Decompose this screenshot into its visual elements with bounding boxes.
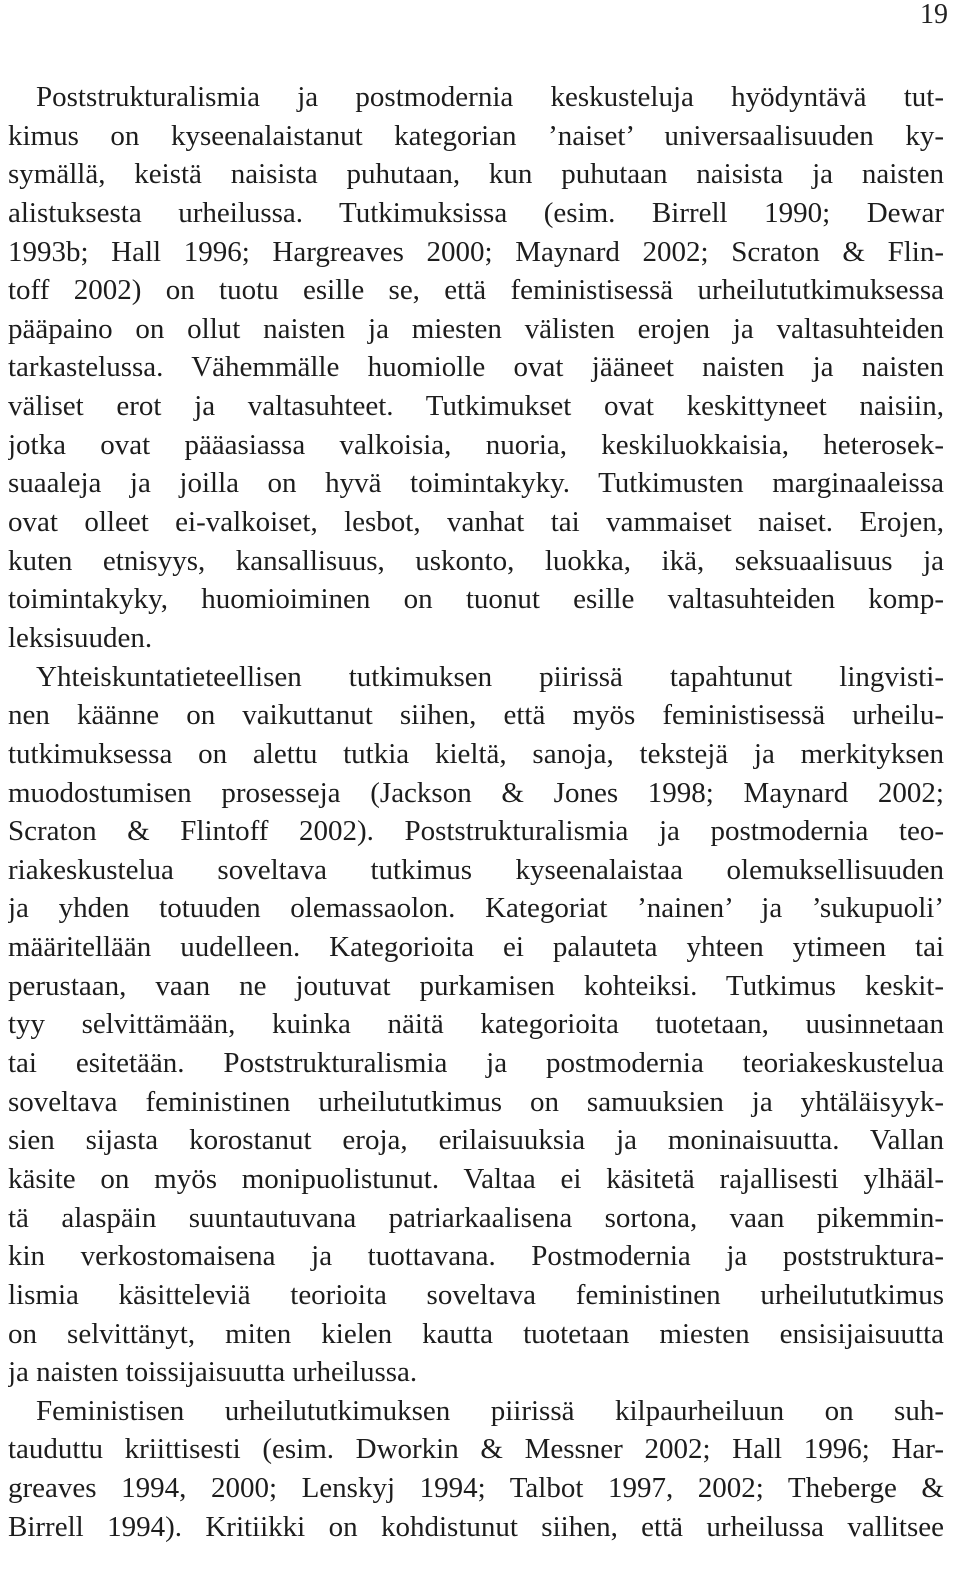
text-line: Poststrukturalismia ja postmodernia keskusteluja hyödyntävä tut-: [36, 81, 944, 113]
text-line: tarkastelussa. Vähemmälle huomiolle ovat jääneet naisten ja naisten: [8, 351, 944, 384]
text-line: tai esitetään. Poststrukturalismia ja postmodernia teoriakeskustelua: [8, 1047, 944, 1080]
text-line: ja naisten toissijaisuutta urheilussa.: [8, 1356, 418, 1389]
text-line: greaves 1994, 2000; Lenskyj 1994; Talbot 1997, 2002; Theberge &: [8, 1472, 944, 1505]
text-line: väliset erot ja valtasuhteet. Tutkimukset ovat keskittyneet naisiin,: [8, 390, 944, 423]
text-line: jotka ovat pääasiassa valkoisia, nuoria, keskiluokkaisia, heterosek-: [8, 428, 944, 461]
text-line: pääpaino on ollut naisten ja miesten välisten erojen ja valtasuhteiden: [8, 312, 944, 345]
page-number: 19: [920, 0, 948, 30]
text-line: Birrell 1994). Kritiikki on kohdistunut siihen, että urheilussa vallitsee: [8, 1510, 944, 1543]
text-line: on selvittänyt, miten kielen kautta tuotetaan miesten ensisijaisuutta: [8, 1317, 944, 1350]
text-line: tutkimuksessa on alettu tutkia kieltä, sanoja, tekstejä ja merkityksen: [8, 737, 944, 770]
text-line: suaaleja ja joilla on hyvä toimintakyky. Tutkimusten marginaaleissa: [8, 467, 944, 500]
text-line: Feministisen urheilututkimuksen piirissä kilpaurheiluun on suh-: [36, 1394, 944, 1427]
text-line: leksisuuden.: [8, 621, 153, 654]
text-line: toimintakyky, huomioiminen on tuonut esille valtasuhteiden komp-: [8, 583, 944, 616]
paragraph: [8, 658, 944, 1392]
text-line: ja yhden totuuden olemassaolon. Kategoriat ’nainen’ ja ’sukupuoli’: [8, 892, 944, 925]
text-line: Scraton & Flintoff 2002). Poststrukturalismia ja postmodernia teo-: [8, 815, 944, 848]
text-line: tauduttu kriittisesti (esim. Dworkin & Messner 2002; Hall 1996; Har-: [8, 1433, 944, 1466]
body-text: [8, 78, 944, 1546]
text-line: 1993b; Hall 1996; Hargreaves 2000; Maynard 2002; Scraton & Flin-: [8, 235, 944, 268]
text-line: toff 2002) on tuotu esille se, että feministisessä urheilututkimuksessa: [8, 274, 944, 307]
text-line: sien sijasta korostanut eroja, erilaisuuksia ja moninaisuutta. Vallan: [8, 1124, 944, 1157]
text-line: riakeskustelua soveltava tutkimus kyseenalaistaa olemuksellisuuden: [8, 853, 944, 886]
text-line: alistuksesta urheilussa. Tutkimuksissa (esim. Birrell 1990; Dewar: [8, 196, 944, 229]
text-line: soveltava feministinen urheilututkimus on samuuksien ja yhtäläisyyk-: [8, 1085, 944, 1118]
text-line: tä alaspäin suuntautuvana patriarkaalisena sortona, vaan pikemmin-: [8, 1201, 944, 1234]
text-line: kin verkostomaisena ja tuottavana. Postmodernia ja poststruktura-: [8, 1240, 944, 1273]
text-line: kuten etnisyys, kansallisuus, uskonto, luokka, ikä, seksuaalisuus ja: [8, 544, 944, 577]
text-line: lismia käsitteleviä teorioita soveltava feministinen urheilututkimus: [8, 1278, 944, 1311]
paragraph: [8, 78, 944, 658]
paragraph: [8, 1392, 944, 1547]
text-line: perustaan, vaan ne joutuvat purkamisen kohteiksi. Tutkimus keskit-: [8, 969, 944, 1002]
text-line: nen käänne on vaikuttanut siihen, että myös feministisessä urheilu-: [8, 699, 944, 732]
text-line: symällä, keistä naisista puhutaan, kun puhutaan naisista ja naisten: [8, 158, 944, 191]
text-line: käsite on myös monipuolistunut. Valtaa ei käsitetä rajallisesti ylhääl-: [8, 1162, 944, 1195]
text-line: Yhteiskuntatieteellisen tutkimuksen piirissä tapahtunut lingvisti-: [36, 660, 944, 693]
text-line: kimus on kyseenalaistanut kategorian ’naiset’ universaalisuuden ky-: [8, 119, 944, 152]
text-line: muodostumisen prosesseja (Jackson & Jones 1998; Maynard 2002;: [8, 776, 944, 809]
text-line: määritellään uudelleen. Kategorioita ei palauteta yhteen ytimeen tai: [8, 931, 944, 964]
text-line: tyy selvittämään, kuinka näitä kategorioita tuotetaan, uusinnetaan: [8, 1008, 944, 1041]
text-line: ovat olleet ei-valkoiset, lesbot, vanhat tai vammaiset naiset. Erojen,: [8, 506, 944, 539]
